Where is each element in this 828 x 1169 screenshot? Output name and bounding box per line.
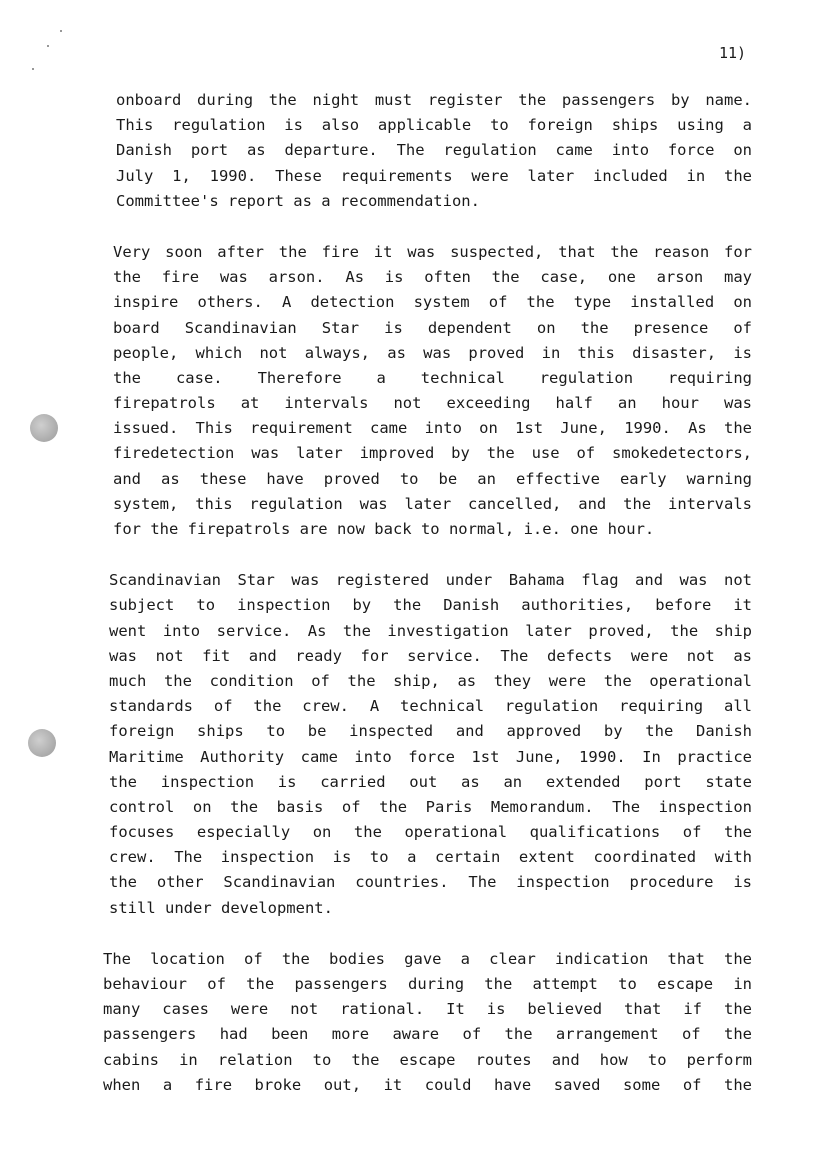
text-line: passengers had been more aware of the arrangement of the (103, 1025, 752, 1044)
text-line: Danish port as departure. The regulation came into force on (116, 141, 752, 160)
text-line: inspire others. A detection system of the type installed on (113, 293, 752, 312)
text-line: This regulation is also applicable to foreign ships using a (116, 116, 752, 135)
text-line: onboard during the night must register the passengers by name. (116, 91, 752, 109)
text-line: July 1, 1990. These requirements were later included in the (116, 166, 752, 185)
scan-speck (60, 30, 62, 32)
text-line: cabins in relation to the escape routes and how to perform (103, 1050, 752, 1069)
text-line: many cases were not rational. It is believed that if the (103, 1000, 752, 1019)
text-line: Committee's report as a recommendation. (116, 191, 480, 210)
text-line: the fire was arson. As is often the case, one arson may (113, 268, 752, 287)
text-line: Very soon after the fire it was suspected, that the reason for (113, 242, 752, 261)
text-line: behaviour of the passengers during the attempt to escape in (103, 975, 752, 993)
text-line: still under development. (109, 898, 333, 917)
text-line: control on the basis of the Paris Memorandum. The inspection (109, 797, 752, 816)
text-line: Scandinavian Star was registered under Bahama flag and was not (109, 571, 752, 590)
text-line: was not fit and ready for service. The defects were not as (109, 646, 752, 665)
text-line: the inspection is carried out as an extended port state (109, 772, 752, 791)
paragraph-3 (109, 568, 752, 921)
text-line: for the firepatrols are now back to normal, i.e. one hour. (113, 520, 655, 538)
paragraph-2 (113, 240, 752, 542)
text-line: focuses especially on the operational qualifications of the (109, 823, 752, 842)
text-line: foreign ships to be inspected and approved by the Danish (109, 722, 752, 741)
scan-speck (32, 68, 34, 70)
paragraph-1 (116, 88, 752, 214)
text-line: the other Scandinavian countries. The inspection procedure is (109, 873, 752, 892)
punch-hole-top (30, 414, 58, 442)
text-line: subject to inspection by the Danish authorities, before it (109, 596, 752, 615)
text-line: standards of the crew. A technical regulation requiring all (109, 697, 752, 716)
text-line: crew. The inspection is to a certain extent coordinated with (109, 848, 752, 867)
text-line: system, this regulation was later cancelled, and the intervals (113, 494, 752, 513)
text-line: and as these have proved to be an effective early warning (113, 469, 752, 488)
text-line: board Scandinavian Star is dependent on the presence of (113, 318, 752, 337)
paragraph-4 (103, 947, 752, 1098)
text-line: the case. Therefore a technical regulation requiring (113, 368, 752, 387)
text-line: The location of the bodies gave a clear indication that the (103, 949, 752, 968)
text-line: when a fire broke out, it could have saved some of the (103, 1075, 752, 1094)
text-line: much the condition of the ship, as they were the operational (109, 671, 752, 690)
text-line: issued. This requirement came into on 1st June, 1990. As the (113, 419, 752, 438)
page-number: 11) (719, 44, 747, 62)
document-body (100, 88, 760, 1124)
text-line: firedetection was later improved by the use of smokedetectors, (113, 444, 752, 463)
text-line: people, which not always, as was proved in this disaster, is (113, 343, 752, 362)
scan-speck (47, 45, 49, 47)
punch-hole-bottom (28, 729, 56, 757)
text-line: went into service. As the investigation later proved, the ship (109, 621, 752, 640)
text-line: Maritime Authority came into force 1st June, 1990. In practice (109, 747, 752, 766)
text-line: firepatrols at intervals not exceeding half an hour was (113, 394, 752, 413)
